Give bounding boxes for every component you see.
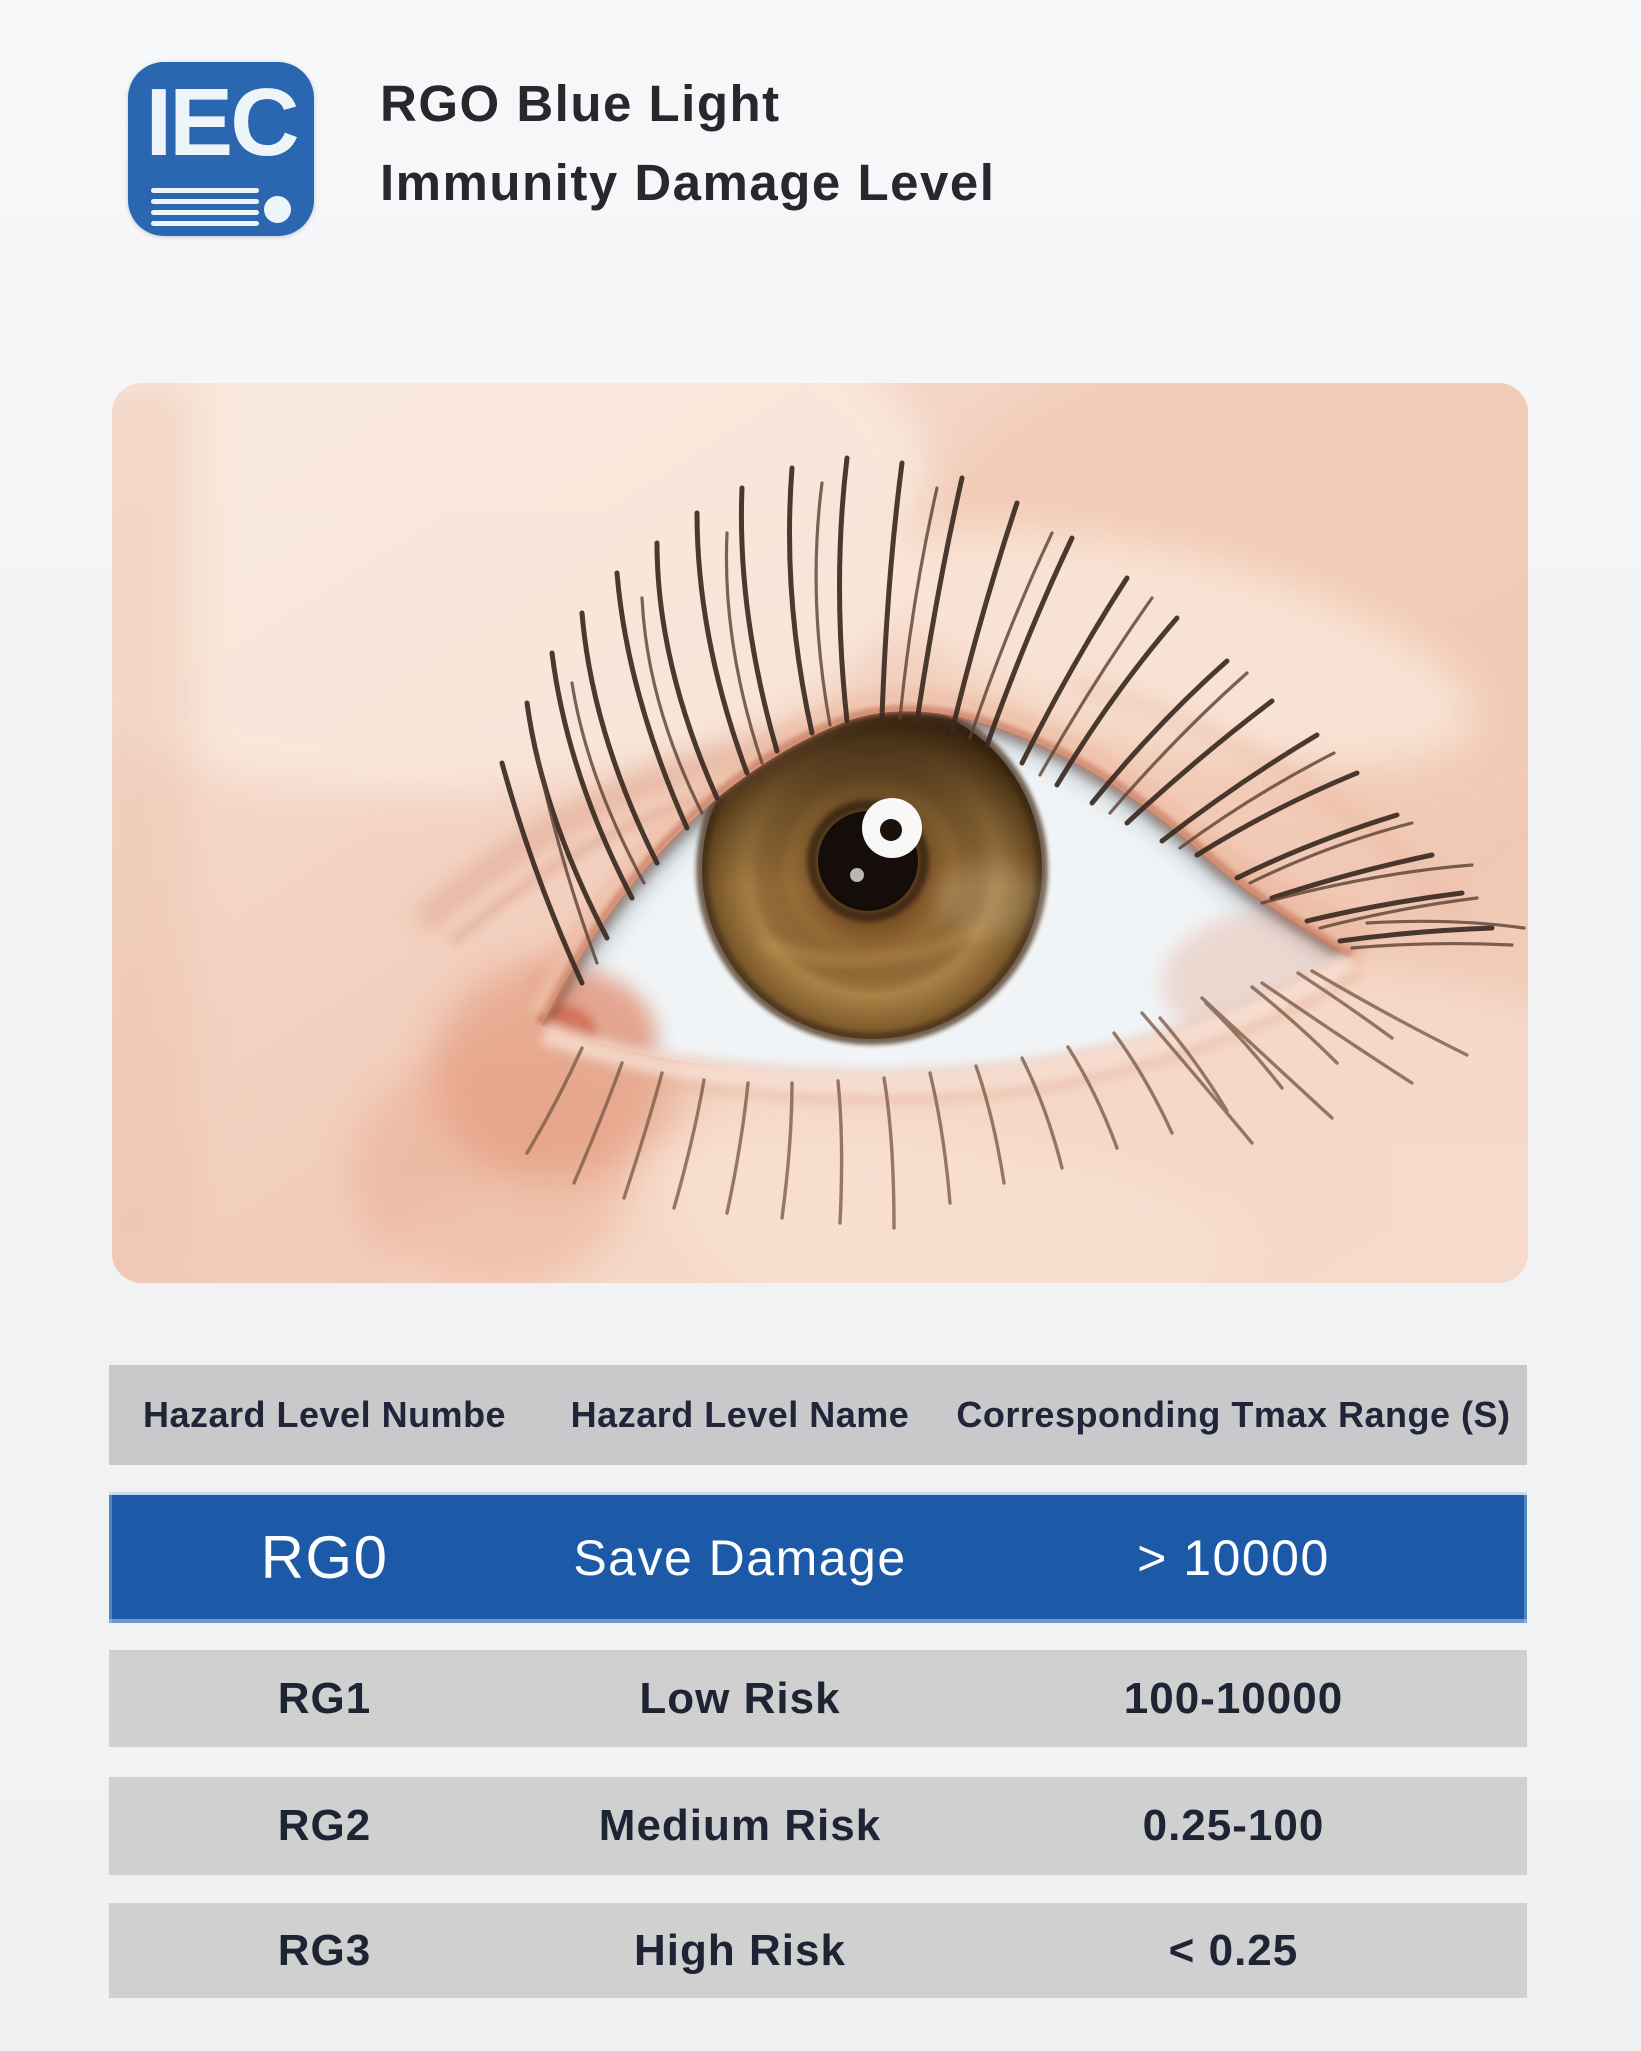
cell-range: < 0.25 <box>1168 1925 1299 1975</box>
hazard-table <box>109 1365 1527 1998</box>
eye-photo <box>112 383 1528 1283</box>
table-row-rg0 <box>109 1492 1527 1623</box>
iec-logo <box>128 62 314 236</box>
cell-range: 100-10000 <box>1123 1673 1344 1723</box>
title-line-2: Immunity Damage Level <box>380 154 996 211</box>
cell-name: High Risk <box>634 1925 846 1975</box>
iec-logo-dot <box>264 196 291 223</box>
iec-logo-text: IEC <box>145 69 297 176</box>
header-tmax-range: Corresponding Tmax Range (S) <box>956 1394 1511 1435</box>
table-header-row <box>109 1365 1527 1465</box>
page-title <box>380 64 995 222</box>
table-row-rg1 <box>109 1650 1527 1747</box>
header-hazard-level-number: Hazard Level Numbe <box>142 1394 507 1435</box>
cell-number: RG2 <box>277 1801 372 1850</box>
cell-number: RG0 <box>260 1524 389 1591</box>
cell-range: > 10000 <box>1137 1529 1330 1586</box>
title-line-1: RGO Blue Light <box>380 75 781 132</box>
cell-range: 0.25-100 <box>1142 1801 1325 1850</box>
cell-name: Save Damage <box>573 1529 907 1586</box>
cell-name: Low Risk <box>639 1673 841 1723</box>
cell-name: Medium Risk <box>598 1801 882 1850</box>
table-row-rg2 <box>109 1777 1527 1875</box>
header-hazard-level-name: Hazard Level Name <box>570 1394 910 1435</box>
cell-number: RG3 <box>277 1925 372 1975</box>
iec-logo-lines <box>151 188 291 232</box>
table-row-rg3 <box>109 1903 1527 1998</box>
cell-number: RG1 <box>277 1673 372 1723</box>
